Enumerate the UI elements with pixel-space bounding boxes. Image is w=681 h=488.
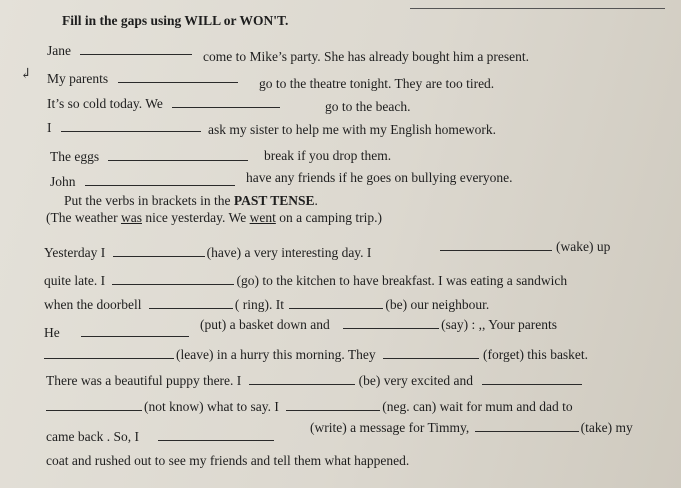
ex2-line-9: coat and rushed out to see my friends and tell them what happened. bbox=[46, 453, 410, 468]
ex1-item-3 bbox=[47, 95, 284, 112]
ex1-item-4-gap[interactable] bbox=[61, 119, 201, 132]
ex2-l5-text-a: (leave) in a hurry this morning. They bbox=[176, 347, 376, 362]
pen-mark: ↲ bbox=[20, 67, 32, 82]
ex2-gap-wake[interactable] bbox=[440, 238, 552, 251]
ex1-item-6-subject: John bbox=[50, 174, 76, 189]
ex1-item-3-gap[interactable] bbox=[172, 95, 280, 108]
ex1-item-2-rest: go to the theatre tonight. They are too tired. bbox=[259, 76, 495, 91]
ex2-l3-text-c: (be) our neighbour. bbox=[385, 297, 490, 312]
ex2-l6-text-a: There was a beautiful puppy there. I bbox=[46, 373, 242, 388]
ex1-item-3-subject: It’s so cold today. We bbox=[47, 96, 163, 111]
ex2-l4-text-c: (say) : ,, Your parents bbox=[441, 317, 557, 332]
ex2-gap-not-know[interactable] bbox=[46, 398, 142, 411]
ex2-line-1-end bbox=[440, 238, 610, 255]
ex2-l3-text-a: when the doorbell bbox=[44, 297, 142, 312]
ex2-line-4 bbox=[44, 324, 191, 341]
ex2-gap-end-line-6[interactable] bbox=[482, 372, 582, 385]
instruction-suffix: . bbox=[314, 193, 318, 208]
ex2-l8-text-b: (write) a message for Timmy, bbox=[310, 420, 470, 435]
ex2-l1-text-c: (wake) up bbox=[556, 239, 611, 254]
ex2-line-7 bbox=[46, 398, 573, 415]
ex1-item-1-rest: come to Mike’s party. She has already bought him a present. bbox=[203, 49, 530, 64]
example-part2: nice yesterday. We bbox=[141, 210, 250, 225]
ex2-line-8-end bbox=[310, 419, 633, 436]
ex2-l6-text-b: (be) very excited and bbox=[358, 373, 473, 388]
ex2-line-3 bbox=[44, 296, 489, 313]
exercise1-title: Fill in the gaps using WILL or WON'T. bbox=[62, 13, 289, 28]
ex1-item-2-subject: My parents bbox=[47, 71, 109, 86]
example-was: was bbox=[120, 210, 142, 225]
ex1-item-5-rest: break if you drop them. bbox=[264, 148, 392, 163]
example-went: went bbox=[249, 210, 276, 225]
ex2-line-8 bbox=[46, 428, 278, 445]
ex1-item-1-gap[interactable] bbox=[80, 42, 192, 55]
ex2-gap-ring[interactable] bbox=[149, 296, 233, 309]
ex2-l4-text-b: (put) a basket down and bbox=[200, 317, 330, 332]
exercise2-instruction bbox=[64, 193, 318, 209]
ex2-l7-text-a: (not know) what to say. I bbox=[144, 399, 279, 414]
ex1-item-5-gap[interactable] bbox=[108, 148, 248, 161]
ex1-item-4-rest: ask my sister to help me with my English homework. bbox=[208, 122, 496, 137]
ex2-l5-text-b: (forget) this basket. bbox=[482, 347, 589, 362]
ex1-item-1 bbox=[47, 42, 196, 59]
ex2-l4-text-a: He bbox=[44, 325, 60, 340]
ex2-gap-take[interactable] bbox=[475, 419, 579, 432]
ex1-item-6-rest: have any friends if he goes on bullying everyone. bbox=[246, 170, 513, 185]
ex1-item-5-subject: The eggs bbox=[50, 149, 100, 164]
ex2-gap-forget[interactable] bbox=[383, 346, 479, 359]
ex2-l1-text-a: Yesterday I bbox=[44, 245, 106, 260]
ex1-item-6-gap[interactable] bbox=[85, 173, 235, 186]
ex1-item-4 bbox=[47, 119, 205, 136]
ex2-gap-put[interactable] bbox=[81, 324, 189, 337]
example-part1: (The weather bbox=[46, 210, 121, 225]
ex2-l8-text-a: came back . So, I bbox=[46, 429, 139, 444]
ex2-gap-go[interactable] bbox=[112, 272, 234, 285]
ex2-l2-text-a: quite late. I bbox=[44, 273, 106, 288]
ex2-line-2 bbox=[44, 272, 567, 289]
ex2-gap-neg-can[interactable] bbox=[286, 398, 380, 411]
ex2-gap-have[interactable] bbox=[113, 244, 205, 257]
instruction-tense: PAST TENSE bbox=[233, 193, 315, 208]
example-part3: on a camping trip.) bbox=[275, 210, 382, 225]
ex1-item-2-gap[interactable] bbox=[118, 70, 238, 83]
ex2-l3-text-b: ( ring). It bbox=[234, 297, 284, 312]
ex1-item-3-rest: go to the beach. bbox=[325, 99, 411, 114]
exercise2-example bbox=[46, 210, 382, 226]
ex1-item-6 bbox=[50, 173, 239, 190]
ex1-item-4-subject: I bbox=[47, 120, 52, 135]
ex2-gap-write[interactable] bbox=[158, 428, 274, 441]
ex2-gap-leave[interactable] bbox=[44, 346, 174, 359]
instruction-prefix: Put the verbs in brackets in the bbox=[64, 193, 234, 208]
ex2-line-5 bbox=[44, 346, 588, 363]
ex2-l2-text-b: (go) to the kitchen to have breakfast. I was eating a sandwich bbox=[236, 273, 568, 288]
ex2-gap-say[interactable] bbox=[343, 316, 439, 329]
ex2-l7-text-b: (neg. can) wait for mum and dad to bbox=[382, 399, 573, 414]
ex2-l1-text-b: (have) a very interesting day. I bbox=[206, 245, 372, 260]
ex2-l8-text-c: (take) my bbox=[580, 420, 633, 435]
top-divider bbox=[410, 8, 665, 9]
ex2-line-1 bbox=[44, 244, 371, 261]
ex1-item-5 bbox=[50, 148, 252, 165]
ex2-line-6 bbox=[46, 372, 582, 389]
ex2-gap-be-2[interactable] bbox=[249, 372, 355, 385]
ex2-line-4-mid bbox=[200, 316, 557, 333]
ex1-item-1-subject: Jane bbox=[47, 43, 71, 58]
ex1-item-2 bbox=[47, 70, 242, 87]
ex2-gap-be-1[interactable] bbox=[289, 296, 383, 309]
